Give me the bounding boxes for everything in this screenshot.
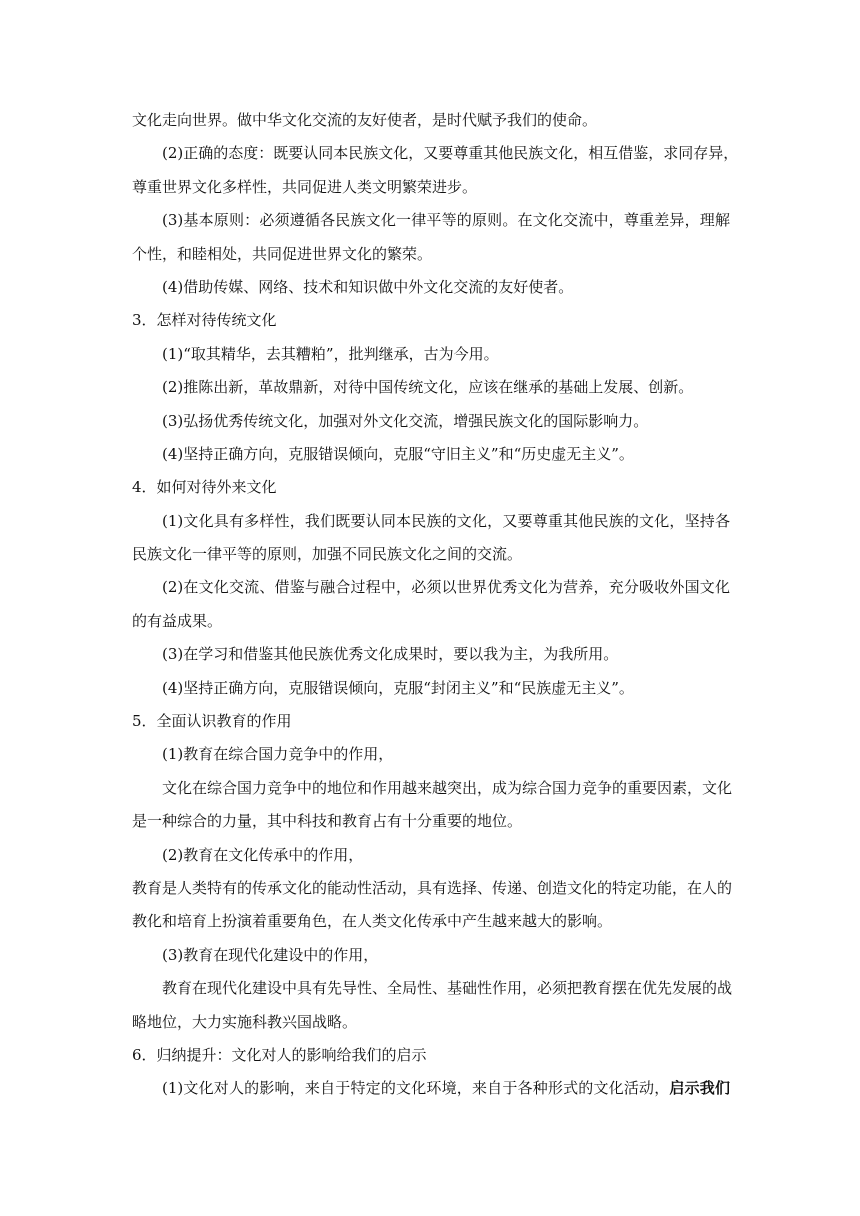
- paragraph-line: (1)教育在综合国力竞争中的作用，: [162, 745, 394, 764]
- section-heading: 6．归纳提升：文化对人的影响给我们的启示: [132, 1045, 427, 1064]
- paragraph-line: 个性，和睦相处，共同促进世界文化的繁荣。: [132, 244, 433, 263]
- paragraph-line: (4)借助传媒、网络、技术和知识做中外文化交流的友好使者。: [162, 277, 574, 296]
- paragraph-line: 文化在综合国力竞争中的地位和作用越来越突出，成为综合国力竞争的重要因素，文化: [162, 778, 733, 797]
- paragraph-line: (4)坚持正确方向，克服错误倾向，克服“守旧主义”和“历史虚无主义”。: [162, 444, 634, 463]
- paragraph-line: 民族文化一律平等的原则，加强不同民族文化之间的交流。: [132, 545, 523, 564]
- paragraph-line-last: [132, 1072, 730, 1105]
- paragraph-line: 文化走向世界。做中华文化交流的友好使者，是时代赋予我们的使命。: [132, 111, 598, 129]
- document-body: [132, 104, 739, 1106]
- last-line-text: (1)文化对人的影响，来自于特定的文化环境，来自于各种形式的文化活动，: [162, 1079, 670, 1098]
- section-heading: 4．如何对待外来文化: [132, 478, 277, 497]
- paragraph-line: 略地位，大力实施科教兴国战略。: [132, 1012, 358, 1031]
- paragraph-line: (3)弘扬优秀传统文化，加强对外文化交流，增强民族文化的国际影响力。: [162, 411, 649, 430]
- paragraph-line: 是一种综合的力量，其中科技和教育占有十分重要的地位。: [132, 812, 523, 831]
- paragraph-line: (3)在学习和借鉴其他民族优秀文化成果时，要以我为主，为我所用。: [162, 645, 619, 664]
- paragraph-line: (2)在文化交流、借鉴与融合过程中，必须以世界优秀文化为营养，充分吸收外国文化: [162, 578, 730, 597]
- paragraph-line: (2)推陈出新，革故鼎新，对待中国传统文化，应该在继承的基础上发展、创新。: [162, 378, 694, 397]
- paragraph-line: 教育在现代化建设中具有先导性、全局性、基础性作用，必须把教育摆在优先发展的战: [162, 979, 733, 998]
- paragraph-line: 教化和培育上扮演着重要角色，在人类文化传承中产生越来越大的影响。: [132, 912, 613, 931]
- paragraph-line: (1)文化具有多样性，我们既要认同本民族的文化，又要尊重其他民族的文化，坚持各: [162, 511, 730, 530]
- paragraph-line: 教育是人类特有的传承文化的能动性活动，具有选择、传递、创造文化的特定功能，在人的: [132, 878, 733, 897]
- last-line-bold-text: 启示我们: [669, 1079, 730, 1098]
- paragraph-line: 的有益成果。: [132, 611, 223, 630]
- paragraph-line: (4)坚持正确方向，克服错误倾向，克服“封闭主义”和“民族虚无主义”。: [162, 678, 634, 697]
- paragraph-line: (1)“取其精华，去其糟粕”，批判继承，古为今用。: [162, 344, 499, 363]
- section-heading: 5．全面认识教育的作用: [132, 712, 292, 731]
- paragraph-line: (2)正确的态度：既要认同本民族文化，又要尊重其他民族文化，相互借鉴，求同存异，: [162, 144, 739, 163]
- paragraph-line: (3)基本原则：必须遵循各民族文化一律平等的原则。在文化交流中，尊重差异，理解: [162, 211, 730, 230]
- paragraph-line: (3)教育在现代化建设中的作用，: [162, 945, 379, 964]
- paragraph-line: (2)教育在文化传承中的作用，: [162, 845, 364, 864]
- paragraph-line: 尊重世界文化多样性，共同促进人类文明繁荣进步。: [132, 177, 478, 196]
- section-heading: 3．怎样对待传统文化: [132, 311, 277, 330]
